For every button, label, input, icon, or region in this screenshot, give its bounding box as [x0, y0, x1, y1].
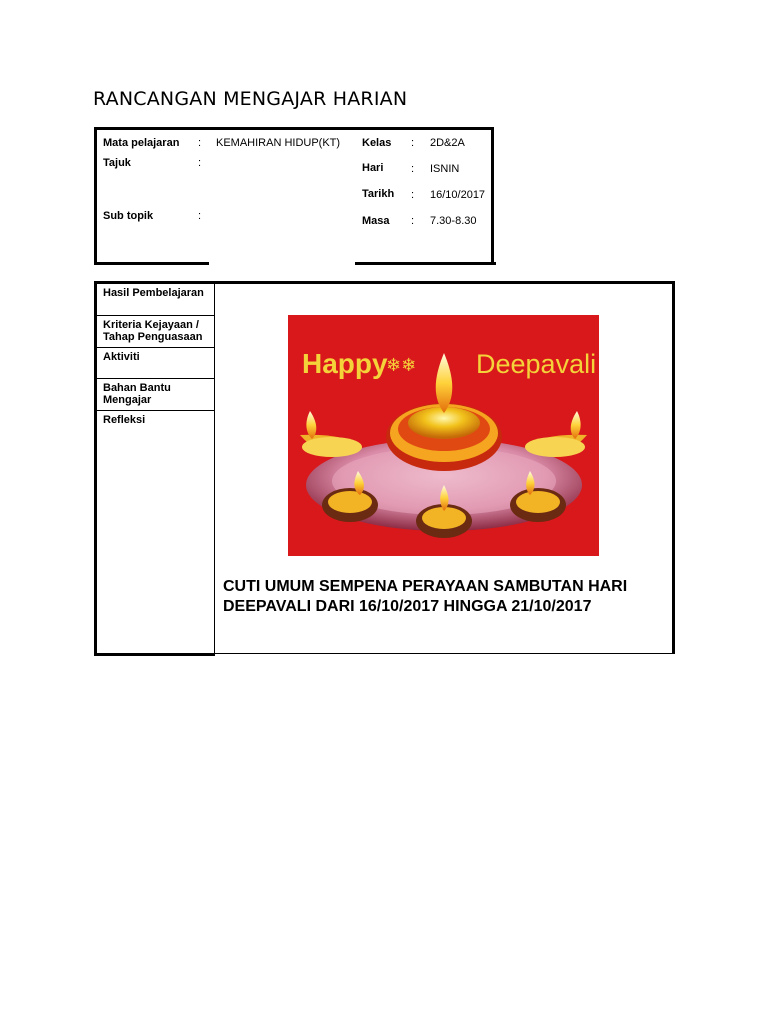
sub-topik-label: Sub topik: [103, 210, 154, 222]
info-box-bottom-border-right: [355, 262, 496, 265]
refleksi-cell: Refleksi: [103, 414, 146, 426]
mata-pelajaran-value: KEMAHIRAN HIDUP(KT): [216, 137, 341, 149]
holiday-notice: CUTI UMUM SEMPENA PERAYAAN SAMBUTAN HARI DEEPAVALI DARI 16/10/2017 HINGGA 21/10/2017: [223, 578, 628, 615]
tarikh-value: 16/10/2017: [430, 189, 486, 201]
tajuk-label: Tajuk: [103, 157, 131, 169]
sparkle-icon: ❄❄: [386, 355, 417, 376]
kelas-label: Kelas: [362, 137, 392, 149]
hari-colon: :: [411, 163, 415, 175]
kelas-colon: :: [411, 137, 415, 149]
aktiviti-cell: Aktiviti: [97, 348, 214, 379]
info-box-bottom-border-left: [94, 262, 209, 265]
sub-topik-colon: :: [198, 210, 202, 222]
mata-pelajaran-colon: :: [198, 137, 202, 149]
tarikh-colon: :: [411, 189, 415, 201]
page-title: RANCANGAN MENGAJAR HARIAN: [93, 88, 408, 110]
diya-lamps-picture: [288, 315, 599, 556]
hasil-pembelajaran-cell: Hasil Pembelajaran: [97, 284, 214, 316]
kriteria-kejayaan-cell: Kriteria Kejayaan / Tahap Penguasaan: [97, 316, 214, 348]
tajuk-colon: :: [198, 157, 202, 169]
hari-value: ISNIN: [430, 163, 460, 175]
happy-text: Happy: [302, 348, 388, 379]
masa-colon: :: [411, 215, 415, 227]
mata-pelajaran-label: Mata pelajaran: [103, 137, 180, 149]
kelas-value: 2D&2A: [430, 137, 465, 149]
masa-label: Masa: [362, 215, 390, 227]
masa-value: 7.30-8.30: [430, 215, 477, 227]
deepavali-text: Deepavali: [476, 349, 597, 379]
hari-label: Hari: [362, 162, 384, 174]
tarikh-label: Tarikh: [362, 188, 395, 200]
bahan-bantu-mengajar-cell: Bahan Bantu Mengajar: [97, 379, 214, 411]
